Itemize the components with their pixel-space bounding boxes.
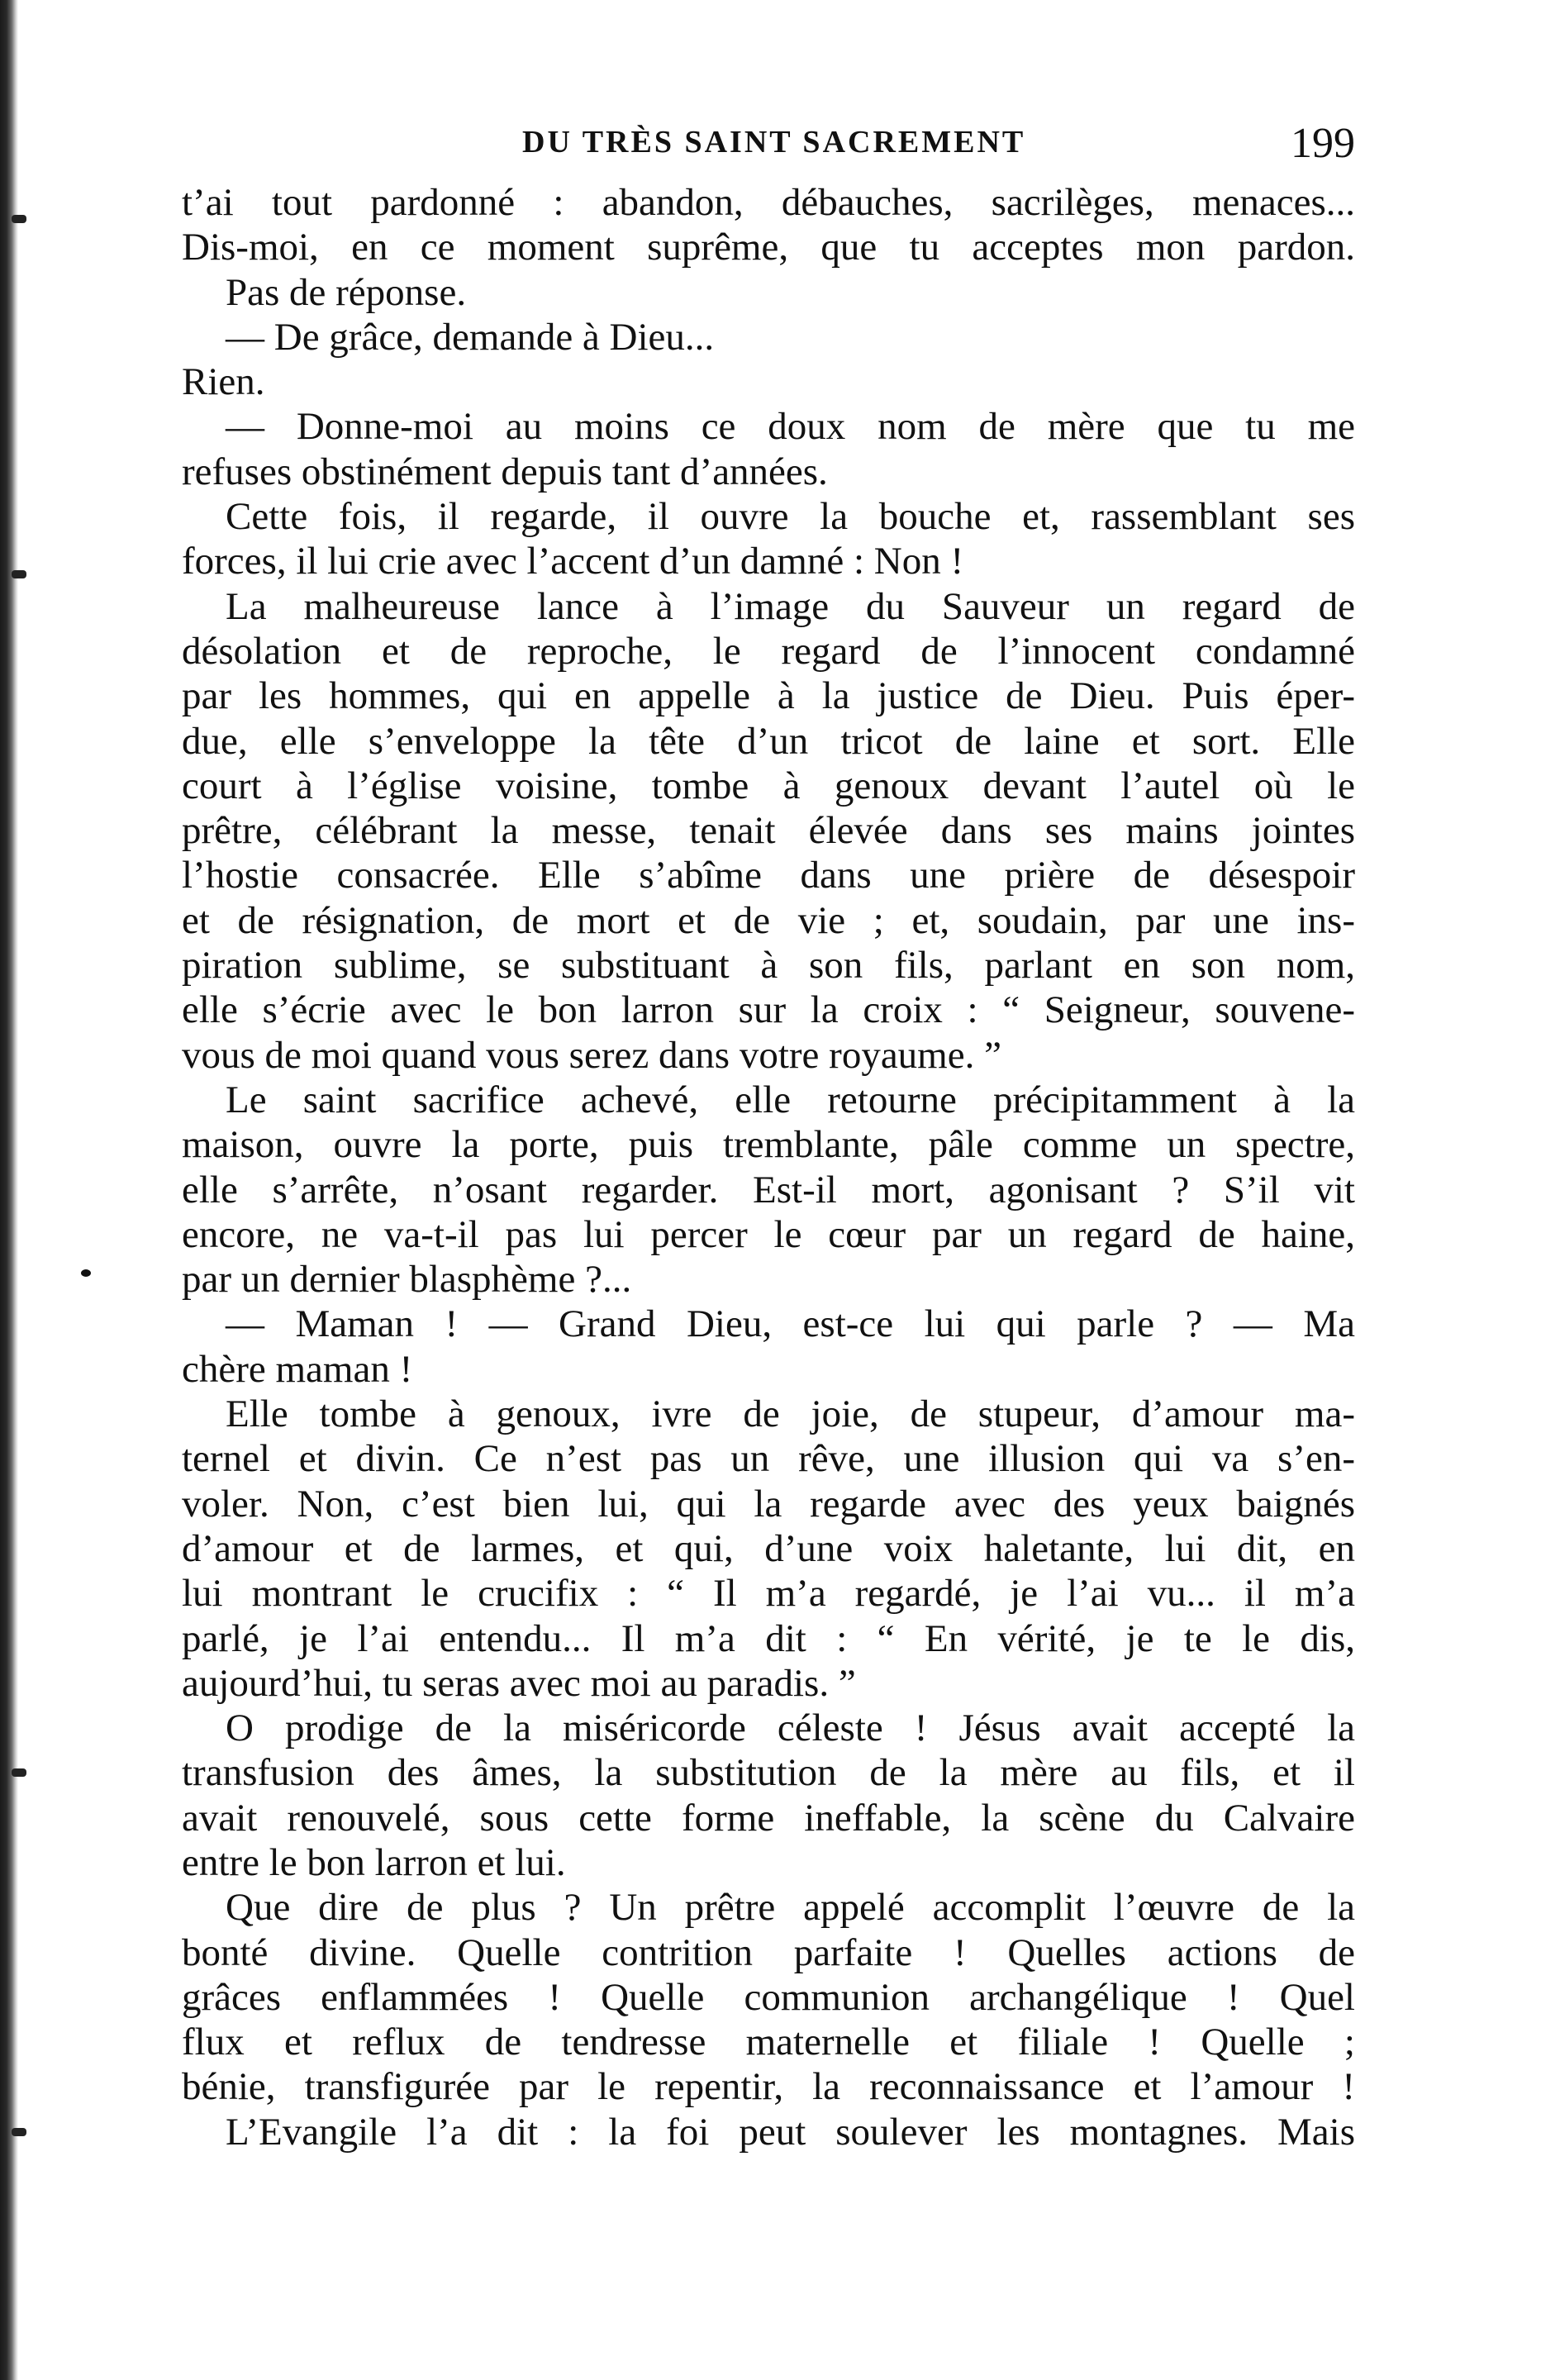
text-line: Elle tombe à genoux, ivre de joie, de stupeur, d’amour ma- — [226, 1392, 1355, 1436]
text-line: entre le bon larron et lui. — [182, 1840, 566, 1884]
binding-mark — [12, 2128, 26, 2136]
text-line: O prodige de la miséricorde céleste ! Jésus avait accepté la — [226, 1706, 1355, 1750]
text-line: l’hostie consacrée. Elle s’abîme dans une prière de désespoir — [182, 854, 1355, 897]
running-title: DU TRÈS SAINT SACREMENT — [522, 125, 1026, 159]
text-line: par les hommes, qui en appelle à la justice de Dieu. Puis éper- — [182, 674, 1355, 718]
text-line: L’Evangile l’a dit : la foi peut soulever les montagnes. Mais — [226, 2110, 1355, 2154]
text-line: court à l’église voisine, tombe à genoux devant l’autel où le — [182, 764, 1355, 807]
text-line: forces, il lui crie avec l’accent d’un damné : Non ! — [182, 540, 964, 583]
binding-mark — [12, 215, 26, 223]
text-line: Le saint sacrifice achevé, elle retourne précipitamment à la — [226, 1078, 1355, 1121]
text-line: transfusion des âmes, la substitution de la mère au fils, et il — [182, 1751, 1355, 1795]
text-line: Pas de réponse. — [226, 270, 467, 314]
text-line: elle s’arrête, n’osant regarder. Est-il mort, agonisant ? S’il vit — [182, 1168, 1355, 1211]
text-line: lui montrant le crucifix : “ Il m’a regardé, je l’ai vu... il m’a — [182, 1572, 1355, 1616]
text-line: piration sublime, se substituant à son fils, parlant en son nom, — [182, 944, 1355, 988]
text-line: voler. Non, c’est bien lui, qui la regarde avec des yeux baignés — [182, 1482, 1355, 1526]
text-line: t’ai tout pardonné : abandon, débauches, sacrilèges, menaces... — [182, 181, 1355, 224]
text-line: Que dire de plus ? Un prêtre appelé accomplit l’œuvre de la — [226, 1886, 1355, 1930]
text-line: La malheureuse lance à l’image du Sauveur un regard de — [226, 584, 1355, 628]
text-line: Cette fois, il regarde, il ouvre la bouche et, rassemblant ses — [226, 495, 1355, 539]
text-line: Rien. — [182, 360, 265, 404]
text-line: flux et reflux de tendresse maternelle et filiale ! Quelle ; — [182, 2021, 1355, 2064]
binding-mark — [12, 1768, 26, 1777]
text-line: aujourd’hui, tu seras avec moi au paradis. ” — [182, 1661, 856, 1705]
text-line: parlé, je l’ai entendu... Il m’a dit : “ En vérité, je te le dis, — [182, 1616, 1355, 1660]
text-line: ternel et divin. Ce n’est pas un rêve, une illusion qui va s’en- — [182, 1437, 1355, 1481]
text-line: d’amour et de larmes, et qui, d’une voix haletante, lui dit, en — [182, 1526, 1355, 1570]
text-line: par un dernier blasphème ?... — [182, 1258, 632, 1302]
text-line: désolation et de reproche, le regard de l’innocent condamné — [182, 629, 1355, 673]
text-line: bénie, transfigurée par le repentir, la reconnaissance et l’amour ! — [182, 2065, 1355, 2109]
text-line: grâces enflammées ! Quelle communion archangélique ! Quel — [182, 1975, 1355, 2019]
book-binding-edge — [0, 0, 18, 2380]
text-line: encore, ne va-t-il pas lui percer le cœur par un regard de haine, — [182, 1212, 1355, 1256]
text-line: — De grâce, demande à Dieu... — [226, 315, 715, 359]
text-line: chère maman ! — [182, 1347, 413, 1391]
text-line: prêtre, célébrant la messe, tenait élevée dans ses mains jointes — [182, 809, 1355, 853]
text-line: Dis-moi, en ce moment suprême, que tu acceptes mon pardon. — [182, 226, 1355, 269]
text-line: refuses obstinément depuis tant d’années. — [182, 450, 828, 493]
text-line: vous de moi quand vous serez dans votre royaume. ” — [182, 1033, 1001, 1077]
text-line: avait renouvelé, sous cette forme ineffable, la scène du Calvaire — [182, 1796, 1355, 1840]
text-line: bonté divine. Quelle contrition parfaite ! Quelles actions de — [182, 1930, 1355, 1974]
ink-speck — [81, 1269, 91, 1277]
text-line: et de résignation, de mort et de vie ; et, soudain, par une ins- — [182, 898, 1355, 942]
text-line: — Donne-moi au moins ce doux nom de mère que tu me — [226, 405, 1355, 449]
text-line: — Maman ! — Grand Dieu, est-ce lui qui parle ? — Ma — [226, 1302, 1355, 1346]
text-line: due, elle s’enveloppe la tête d’un tricot de laine et sort. Elle — [182, 719, 1355, 763]
page-number: 199 — [1291, 120, 1355, 167]
body-text — [182, 180, 1355, 2154]
binding-mark — [12, 570, 26, 578]
page-header — [182, 120, 1355, 174]
text-line: maison, ouvre la porte, puis tremblante, pâle comme un spectre, — [182, 1123, 1355, 1167]
text-line: elle s’écrie avec le bon larron sur la croix : “ Seigneur, souvene- — [182, 988, 1355, 1032]
